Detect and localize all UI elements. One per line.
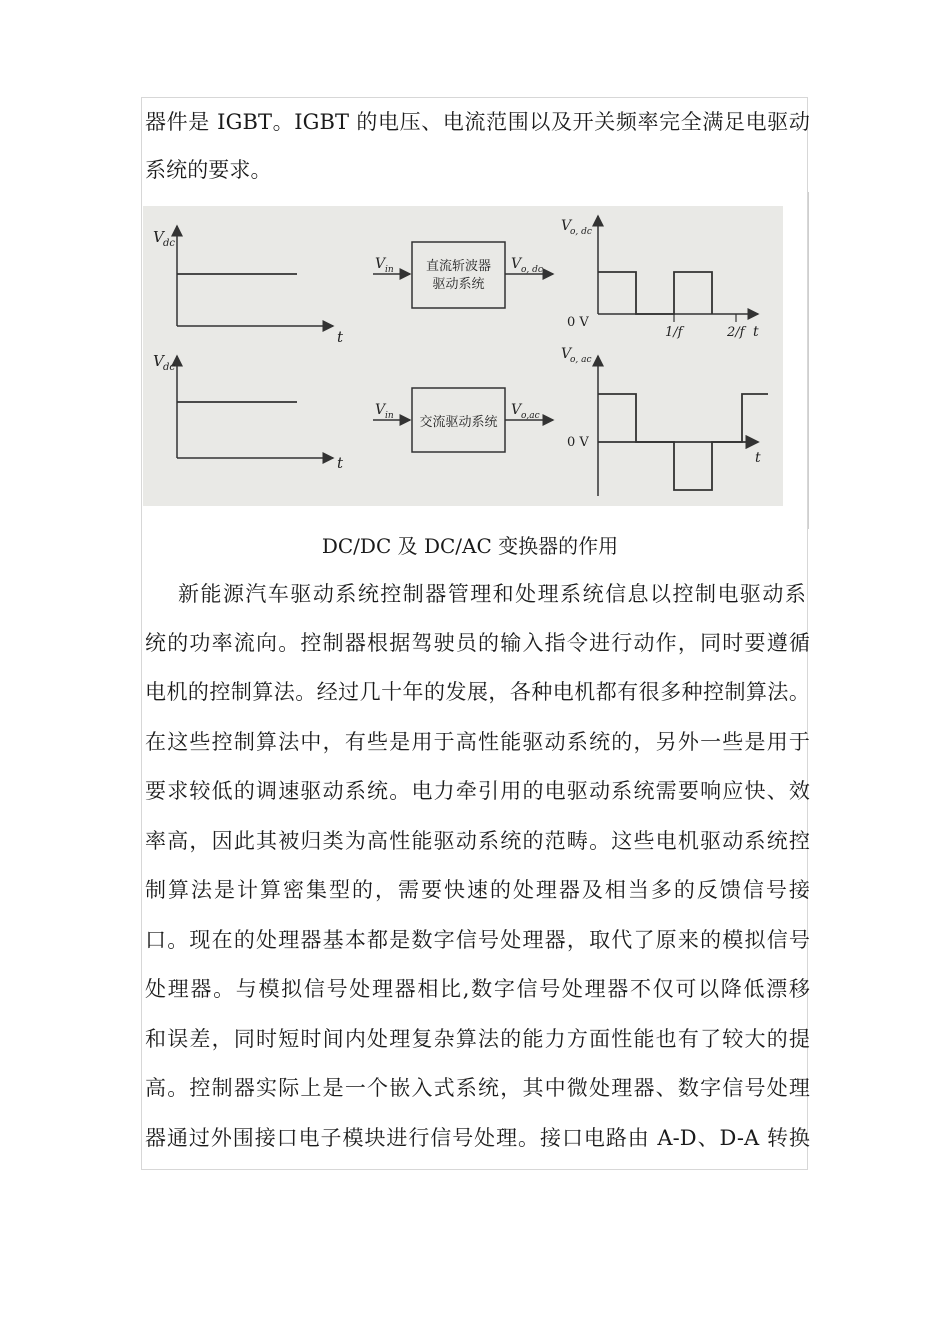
body-line-6: 率高，因此其被归类为高性能驱动系统的范畴。这些电机驱动系统控 [145,829,810,853]
body-line-11: 高。控制器实际上是一个嵌入式系统，其中微处理器、数字信号处理 [145,1076,810,1100]
bottom-input-plot [153,352,344,472]
bottom-vin-sub: in [385,411,394,421]
top-input-axis-label: V [153,228,164,246]
top-out-sub: o, dc [521,265,543,275]
body-line-7: 制算法是计算密集型的，需要快速的处理器及相当多的反馈信号接 [145,878,810,902]
body-line-1: 新能源汽车驱动系统控制器管理和处理系统信息以控制电驱动系 [178,582,806,606]
top-input-time-label: t [337,328,344,346]
bottom-input-time-label: t [337,454,344,472]
body-line-4: 在这些控制算法中，有些是用于高性能驱动系统的，另外一些是用于 [145,730,810,754]
top-out-label: V [511,256,522,272]
top-zero-label: 0 V [567,315,589,330]
top-output-plot [561,216,759,340]
bottom-input-axis-sub: dc [163,362,176,373]
top-tick-2: 2/f [727,325,745,340]
bottom-out-sub: o,ac [521,411,540,421]
top-block-line1: 直流斩波器 [425,259,492,274]
body-line-3: 电机的控制算法。经过几十年的发展，各种电机都有很多种控制算法。 [145,680,810,704]
body-line-5: 要求较低的调速驱动系统。电力牵引用的电驱动系统需要响应快、效 [145,779,810,803]
body-line-10: 和误差，同时短时间内处理复杂算法的能力方面性能也有了较大的提 [145,1027,810,1051]
body-line-8: 口。现在的处理器基本都是数字信号处理器，取代了原来的模拟信号 [145,928,810,952]
top-out-time-label: t [753,324,759,340]
bottom-output-plot [561,346,768,496]
converter-figure [143,206,783,506]
bottom-block-label: 交流驱动系统 [419,415,498,430]
bottom-input-axis-label: V [153,352,164,370]
top-input-plot [153,226,344,346]
figure-caption: DC/DC 及 DC/AC 变换器的作用 [321,534,619,558]
body-line-2: 统的功率流向。控制器根据驾驶员的输入指令进行动作，同时要遵循 [145,631,810,655]
top-input-axis-sub: dc [163,238,176,249]
top-converter-block [373,242,553,308]
bottom-zero-label: 0 V [567,435,589,450]
top-out-axis-sub: o, dc [570,227,592,237]
bottom-converter-block [373,388,553,452]
top-tick-1: 1/f [665,325,683,340]
top-block-line2: 驱动系统 [432,277,485,292]
top-out-axis-label: V [561,218,572,234]
intro-line-1: 器件是 IGBT。IGBT 的电压、电流范围以及开关频率完全满足电驱动 [145,110,810,134]
intro-line-2: 系统的要求。 [145,158,272,182]
bottom-out-label: V [511,402,522,418]
top-vin-sub: in [385,265,394,275]
bottom-vin-label: V [375,402,386,418]
figure-side-rule [808,192,809,529]
body-line-12: 器通过外围接口电子模块进行信号处理。接口电路由 A-D、D-A 转换 [145,1126,810,1150]
top-vin-label: V [375,256,386,272]
bottom-out-axis-sub: o, ac [570,355,592,365]
body-line-9: 处理器。与模拟信号处理器相比,数字信号处理器不仅可以降低漂移 [145,977,810,1001]
bottom-out-axis-label: V [561,346,572,362]
bottom-out-time-label: t [755,450,761,466]
